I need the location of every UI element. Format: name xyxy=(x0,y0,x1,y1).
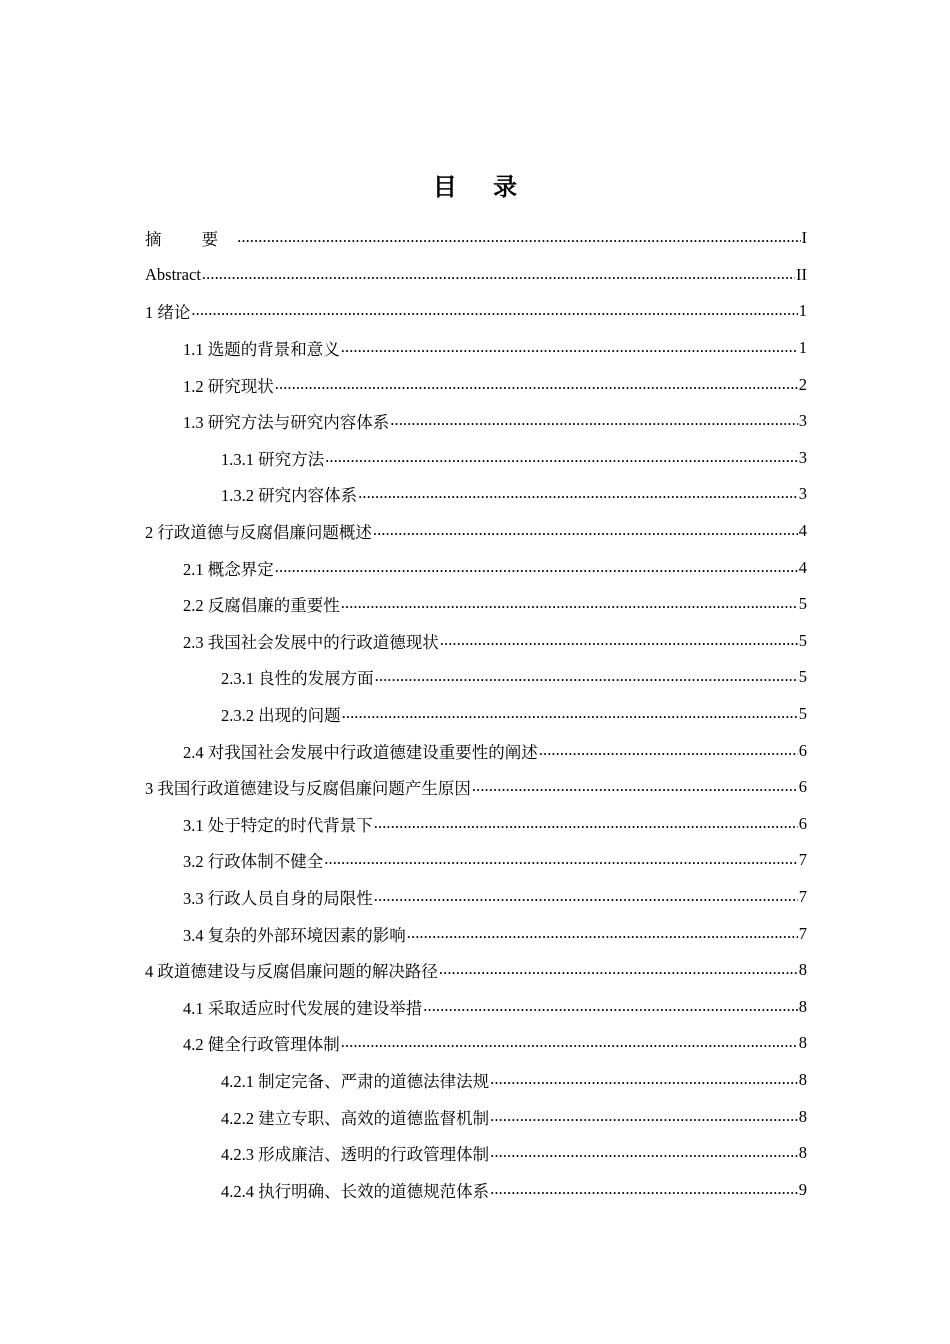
toc-dot-leader xyxy=(407,925,798,943)
toc-dot-leader xyxy=(341,1034,798,1052)
toc-entry-label: 3.2 行政体制不健全 xyxy=(183,852,324,872)
toc-entry-label: 4.1 采取适应时代发展的建设举措 xyxy=(183,998,423,1018)
toc-entry[interactable] xyxy=(145,732,807,769)
toc-entry[interactable] xyxy=(145,769,807,806)
toc-entry[interactable] xyxy=(145,915,807,952)
toc-entry-label: 2.3.2 出现的问题 xyxy=(221,706,341,726)
toc-entry-page-number: 6 xyxy=(798,740,807,760)
toc-dot-leader xyxy=(342,705,798,723)
toc-dot-leader xyxy=(358,485,798,503)
toc-entry-label: 3.4 复杂的外部环境因素的影响 xyxy=(183,925,406,945)
toc-dot-leader xyxy=(373,522,798,540)
toc-entry[interactable] xyxy=(145,623,807,660)
toc-entry-page-number: 1 xyxy=(798,301,807,321)
toc-entry-page-number: 2 xyxy=(798,374,807,394)
toc-entry-page-number: 7 xyxy=(798,850,807,870)
toc-entry[interactable] xyxy=(145,513,807,550)
toc-entry-page-number: 8 xyxy=(798,1033,807,1053)
toc-entry-label: 3 我国行政道德建设与反腐倡廉问题产生原因 xyxy=(145,779,471,799)
toc-dot-leader xyxy=(275,559,798,577)
toc-dot-leader xyxy=(324,851,798,869)
toc-dot-leader xyxy=(237,229,800,247)
toc-entry[interactable] xyxy=(145,988,807,1025)
toc-dot-leader xyxy=(539,742,798,760)
toc-entry-page-number: 8 xyxy=(798,1143,807,1163)
toc-entry[interactable] xyxy=(145,476,807,513)
toc-dot-leader xyxy=(490,1144,798,1162)
toc-dot-leader xyxy=(202,266,795,284)
toc-entry[interactable] xyxy=(145,1062,807,1099)
toc-entry-label: 1 绪论 xyxy=(145,303,191,323)
toc-entry-page-number: II xyxy=(796,264,807,284)
toc-entry-page-number: 8 xyxy=(798,996,807,1016)
toc-entry-label: 2.3 我国社会发展中的行政道德现状 xyxy=(183,632,439,652)
toc-entry-page-number: 1 xyxy=(798,338,807,358)
toc-dot-leader xyxy=(490,1108,798,1126)
toc-entry-page-number: 9 xyxy=(798,1179,807,1199)
toc-entry-page-number: 5 xyxy=(798,594,807,614)
toc-entry[interactable] xyxy=(145,1171,807,1208)
toc-entry-page-number: 5 xyxy=(798,630,807,650)
toc-entry-page-number: 4 xyxy=(798,557,807,577)
toc-entry[interactable] xyxy=(145,1135,807,1172)
toc-entry-page-number: 5 xyxy=(798,704,807,724)
toc-entry[interactable] xyxy=(145,440,807,477)
toc-entry[interactable] xyxy=(145,366,807,403)
toc-entry[interactable] xyxy=(145,842,807,879)
toc-dot-leader xyxy=(472,778,798,796)
toc-entry-page-number: 6 xyxy=(798,813,807,833)
toc-dot-leader xyxy=(423,998,798,1016)
toc-entry[interactable] xyxy=(145,586,807,623)
toc-entry-label: 4.2.2 建立专职、高效的道德监督机制 xyxy=(221,1108,490,1128)
toc-entry[interactable] xyxy=(145,549,807,586)
toc-entry[interactable] xyxy=(145,1025,807,1062)
toc-entry-page-number: 7 xyxy=(798,923,807,943)
toc-dot-leader xyxy=(490,1071,798,1089)
toc-entry-label: 2.1 概念界定 xyxy=(183,559,274,579)
toc-entry[interactable] xyxy=(145,696,807,733)
toc-entry-page-number: 8 xyxy=(798,1069,807,1089)
toc-entry-label: 1.3.1 研究方法 xyxy=(221,449,325,469)
toc-entry-page-number: 3 xyxy=(798,484,807,504)
toc-dot-leader xyxy=(275,376,798,394)
toc-entry[interactable] xyxy=(145,293,807,330)
toc-entry-label: 1.1 选题的背景和意义 xyxy=(183,340,340,360)
toc-dot-leader xyxy=(374,815,798,833)
toc-entry-page-number: 8 xyxy=(798,960,807,980)
toc-entry-label: 2 行政道德与反腐倡廉问题概述 xyxy=(145,523,372,543)
toc-dot-leader xyxy=(439,961,798,979)
toc-entry-label: 摘 要 xyxy=(145,230,237,250)
toc-entry-page-number: 7 xyxy=(798,886,807,906)
toc-entry[interactable] xyxy=(145,806,807,843)
toc-entry-label: 4.2 健全行政管理体制 xyxy=(183,1035,340,1055)
toc-entry-page-number: 5 xyxy=(798,667,807,687)
toc-entry-page-number: 3 xyxy=(798,447,807,467)
toc-entry[interactable] xyxy=(145,952,807,989)
toc-title: 目 录 xyxy=(432,173,532,201)
toc-entry[interactable] xyxy=(145,659,807,696)
toc-entry[interactable] xyxy=(145,403,807,440)
toc-entry-label: 4.2.3 形成廉洁、透明的行政管理体制 xyxy=(221,1145,490,1165)
toc-entry-label: 2.4 对我国社会发展中行政道德建设重要性的阐述 xyxy=(183,742,538,762)
toc-entry[interactable] xyxy=(145,879,807,916)
toc-dot-leader xyxy=(375,668,798,686)
toc-entry[interactable] xyxy=(145,220,807,257)
toc-dot-leader xyxy=(341,339,798,357)
toc-entry-page-number: 6 xyxy=(798,777,807,797)
toc-entry-label: 1.2 研究现状 xyxy=(183,376,274,396)
toc-list xyxy=(145,220,807,1208)
toc-dot-leader xyxy=(374,888,798,906)
toc-dot-leader xyxy=(390,412,798,430)
toc-entry[interactable] xyxy=(145,330,807,367)
toc-entry-label: 2.2 反腐倡廉的重要性 xyxy=(183,596,340,616)
toc-entry-page-number: I xyxy=(801,228,807,248)
toc-entry[interactable] xyxy=(145,1098,807,1135)
toc-entry-label: 4.2.1 制定完备、严肃的道德法律法规 xyxy=(221,1071,490,1091)
toc-entry-label: 3.3 行政人员自身的局限性 xyxy=(183,888,373,908)
toc-dot-leader xyxy=(191,302,797,320)
toc-entry-label: Abstract xyxy=(145,264,201,284)
toc-entry-label: 2.3.1 良性的发展方面 xyxy=(221,669,374,689)
toc-entry-label: 1.3 研究方法与研究内容体系 xyxy=(183,413,390,433)
toc-dot-leader xyxy=(440,632,798,650)
toc-entry-page-number: 4 xyxy=(798,521,807,541)
toc-entry-label: 4.2.4 执行明确、长效的道德规范体系 xyxy=(221,1181,490,1201)
toc-entry-label: 4 政道德建设与反腐倡廉问题的解决路径 xyxy=(145,962,438,982)
toc-entry-label: 1.3.2 研究内容体系 xyxy=(221,486,358,506)
toc-entry-label: 3.1 处于特定的时代背景下 xyxy=(183,815,373,835)
toc-dot-leader xyxy=(325,449,798,467)
toc-entry[interactable] xyxy=(145,257,807,294)
toc-dot-leader xyxy=(341,595,798,613)
toc-dot-leader xyxy=(490,1181,798,1199)
toc-entry-page-number: 8 xyxy=(798,1106,807,1126)
toc-entry-page-number: 3 xyxy=(798,411,807,431)
